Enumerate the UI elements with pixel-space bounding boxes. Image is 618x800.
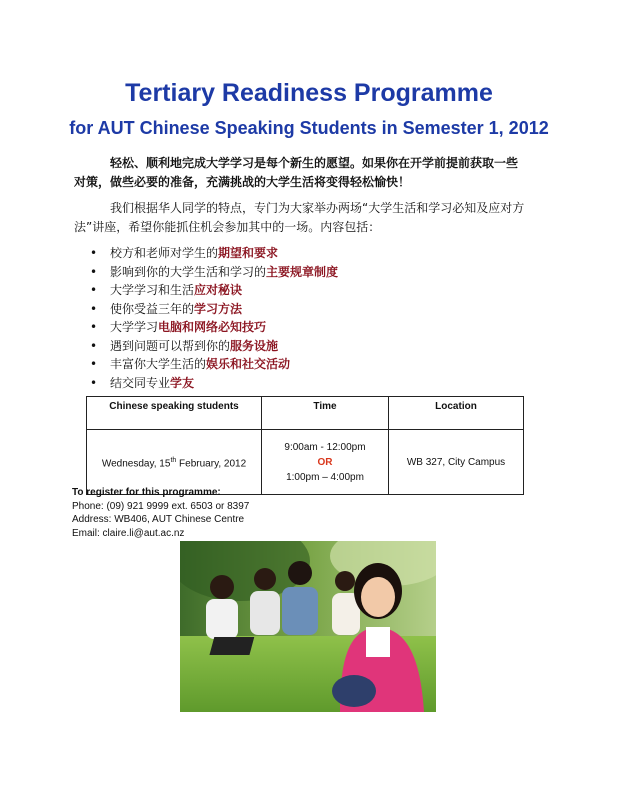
item-emphasis: 电脑和网络必知技巧 bbox=[158, 320, 267, 334]
item-text: 遇到问题可以帮到你的 bbox=[110, 338, 231, 353]
list-item bbox=[74, 244, 338, 263]
or-label: OR bbox=[317, 456, 333, 468]
list-item bbox=[74, 337, 338, 356]
item-text: 校方和老师对学生的 bbox=[110, 246, 219, 260]
phone-line: Phone: (09) 921 9999 ext. 6503 or 8397 bbox=[72, 500, 250, 512]
list-item bbox=[74, 318, 338, 337]
item-emphasis: 娱乐和社交活动 bbox=[206, 357, 291, 371]
contact-info bbox=[72, 486, 249, 540]
bullet-icon: • bbox=[90, 357, 98, 371]
header-location: Location bbox=[389, 397, 524, 430]
para-line-1: 我们根据华人同学的特点，专门为大家举办两场“大学生活和学习必知及应对方 bbox=[110, 201, 525, 215]
table-header-row bbox=[87, 397, 524, 430]
table-row bbox=[87, 430, 524, 495]
intro-line-1: 轻松、顺利地完成大学学习是每个新生的愿望。如果你在开学前提前获取一些 bbox=[110, 156, 519, 170]
bullet-icon: • bbox=[90, 301, 98, 316]
item-emphasis: 服务设施 bbox=[230, 338, 279, 353]
item-text: 大学学习和生活 bbox=[110, 283, 195, 297]
para-line-2: 法”讲座，希望你能抓住机会参加其中的一场。内容包括： bbox=[74, 220, 381, 234]
item-emphasis: 主要规章制度 bbox=[266, 264, 339, 279]
header-time: Time bbox=[262, 397, 389, 430]
bullet-icon: • bbox=[90, 283, 98, 297]
students-photo bbox=[180, 541, 436, 712]
list-item bbox=[74, 300, 338, 319]
session-times bbox=[262, 430, 389, 495]
item-text: 丰富你大学生活的 bbox=[110, 357, 207, 371]
register-heading: To register for this programme: bbox=[72, 487, 221, 498]
address-line: Address: WB406, AUT Chinese Centre bbox=[72, 514, 245, 525]
item-emphasis: 学友 bbox=[170, 375, 195, 390]
time-slot-2: 1:00pm – 4:00pm bbox=[286, 471, 364, 483]
page-title: Tertiary Readiness Programme bbox=[125, 79, 493, 107]
list-item bbox=[74, 355, 338, 374]
bullet-icon: • bbox=[90, 264, 98, 279]
bullet-icon: • bbox=[90, 375, 98, 390]
item-emphasis: 学习方法 bbox=[194, 301, 243, 316]
item-text: 影响到你的大学生活和学习的 bbox=[110, 264, 267, 279]
page-subtitle: for AUT Chinese Speaking Students in Semester 1, 2012 bbox=[69, 118, 549, 138]
bullet-icon: • bbox=[90, 338, 98, 353]
session-date: Wednesday, 15th February, 2012 bbox=[87, 430, 262, 495]
schedule-table bbox=[86, 396, 524, 495]
item-emphasis: 应对秘诀 bbox=[194, 283, 243, 297]
header-students: Chinese speaking students bbox=[87, 397, 262, 430]
item-text: 大学学习 bbox=[110, 320, 159, 334]
description-paragraph bbox=[74, 199, 544, 237]
intro-paragraph bbox=[74, 154, 544, 192]
list-item bbox=[74, 281, 338, 300]
bullet-icon: • bbox=[90, 246, 98, 260]
time-slot-1: 9:00am - 12:00pm bbox=[284, 441, 366, 453]
topic-list bbox=[74, 244, 338, 392]
bullet-icon: • bbox=[90, 320, 98, 334]
intro-line-2: 对策，做些必要的准备，充满挑战的大学生活将变得轻松愉快！ bbox=[74, 175, 411, 189]
session-location: WB 327, City Campus bbox=[389, 430, 524, 495]
email-line: Email: claire.li@aut.ac.nz bbox=[72, 527, 185, 539]
list-item bbox=[74, 374, 338, 393]
list-item bbox=[74, 263, 338, 282]
item-text: 结交同专业 bbox=[110, 375, 171, 390]
item-emphasis: 期望和要求 bbox=[218, 246, 279, 260]
item-text: 使你受益三年的 bbox=[110, 301, 195, 316]
